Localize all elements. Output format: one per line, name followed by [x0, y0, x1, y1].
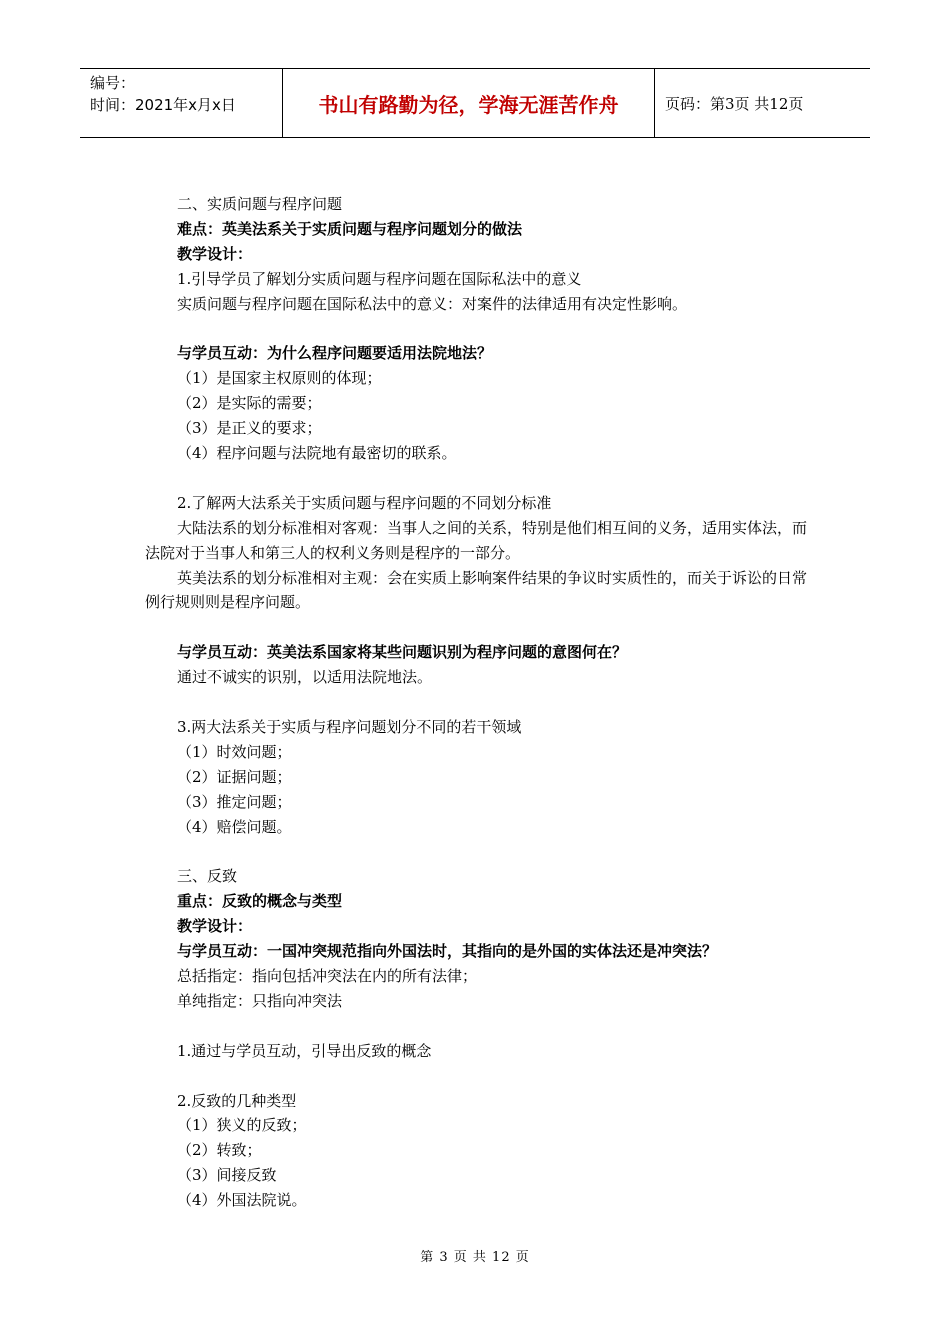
teaching-design-label: 教学设计： — [177, 244, 253, 263]
list-item: （4）赔偿问题。 — [177, 817, 292, 836]
paragraph: 通过不诚实的识别，以适用法院地法。 — [177, 668, 433, 687]
list-item: （2）转致； — [177, 1141, 262, 1160]
document-time: 时间：2021年x月x日 — [90, 96, 236, 114]
paragraph: 大陆法系的划分标准相对客观：当事人之间的关系，特别是他们相互间的义务，适用实体法，而法院对于当事人和第三人的权利义务则是程序的一部分。 — [145, 518, 808, 562]
paragraph-heading: 1.引导学员了解划分实质问题与程序问题在国际私法中的意义 — [177, 269, 582, 288]
list-item: （3）推定问题； — [177, 792, 292, 811]
interaction-question: 与学员互动：为什么程序问题要适用法院地法？ — [177, 344, 493, 363]
header-page-info: 页码：第3页 共12页 — [665, 94, 804, 113]
document-number: 编号： — [90, 74, 136, 92]
page-footer: 第 3 页 共 12 页 — [420, 1250, 530, 1265]
paragraph-heading: 2.了解两大法系关于实质问题与程序问题的不同划分标准 — [177, 493, 552, 512]
list-item: （4）外国法院说。 — [177, 1191, 307, 1210]
list-item: （3）是正义的要求； — [177, 419, 322, 438]
page-header — [80, 68, 870, 138]
paragraph-heading: 2.反致的几种类型 — [177, 1091, 297, 1110]
paragraph: 英美法系的划分标准相对主观：会在实质上影响案件结果的争议时实质性的，而关于诉讼的日常例行规则则是程序问题。 — [145, 568, 808, 612]
section-heading: 二、实质问题与程序问题 — [177, 195, 343, 213]
list-item: （1）时效问题； — [177, 742, 292, 761]
teaching-design-label: 教学设计： — [177, 917, 253, 936]
list-item: （3）间接反致 — [177, 1166, 277, 1185]
section-heading: 三、反致 — [177, 867, 238, 886]
list-item: （2）是实际的需要； — [177, 394, 322, 413]
difficulty-note: 难点：英美法系关于实质问题与程序问题划分的做法 — [177, 219, 523, 238]
header-meta — [80, 69, 282, 137]
list-item: （1）是国家主权原则的体现； — [177, 369, 382, 388]
paragraph: 单纯指定：只指向冲突法 — [177, 991, 343, 1010]
list-item: （1）狭义的反致； — [177, 1116, 307, 1135]
header-motto: 书山有路勤为径，学海无涯苦作舟 — [282, 69, 655, 137]
interaction-question: 与学员互动：英美法系国家将某些问题识别为程序问题的意图何在？ — [177, 643, 628, 662]
paragraph-heading: 1.通过与学员互动，引导出反致的概念 — [177, 1041, 432, 1060]
list-item: （2）证据问题； — [177, 767, 292, 786]
key-point-note: 重点：反致的概念与类型 — [177, 892, 343, 911]
paragraph: 总括指定：指向包括冲突法在内的所有法律； — [177, 967, 478, 986]
document-body — [145, 192, 810, 1213]
list-item: （4）程序问题与法院地有最密切的联系。 — [177, 444, 457, 463]
paragraph-heading: 3.两大法系关于实质与程序问题划分不同的若干领域 — [177, 717, 522, 736]
interaction-question: 与学员互动：一国冲突规范指向外国法时，其指向的是外国的实体法还是冲突法？ — [177, 942, 718, 961]
paragraph: 实质问题与程序问题在国际私法中的意义：对案件的法律适用有决定性影响。 — [177, 294, 688, 313]
